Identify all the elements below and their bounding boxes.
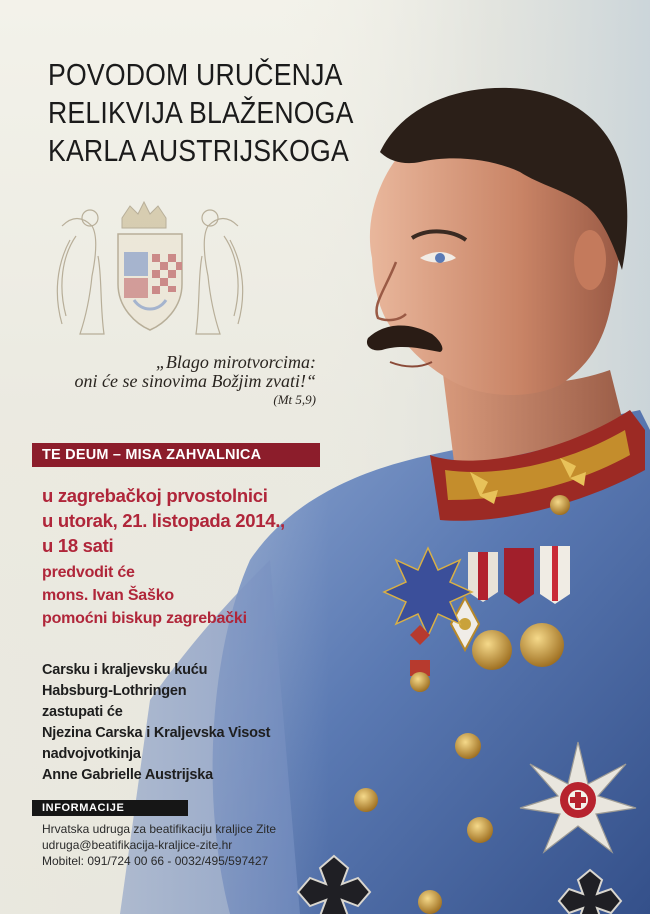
title-line-3: KARLA AUSTRIJSKOGA (48, 133, 349, 168)
info-heading: INFORMACIJE (42, 802, 125, 814)
quote-line-2: oni će se sinovima Božjim zvati!“ (74, 371, 316, 391)
event-banner (32, 443, 320, 467)
house-line-4: Njezina Carska i Kraljevska Visost (42, 725, 271, 741)
info-email: udruga@beatifikacija-kraljice-zite.hr (42, 838, 233, 852)
info-heading-bar (32, 800, 188, 816)
event-date: u utorak, 21. listopada 2014., (42, 510, 285, 531)
quote-line-1: „Blago mirotvorcima: (155, 352, 316, 372)
event-leader-name: mons. Ivan Šaško (42, 587, 174, 604)
info-organization: Hrvatska udruga za beatifikaciju kraljice Zite (42, 822, 277, 836)
house-line-1: Carsku i kraljevsku kuću (42, 662, 208, 678)
crest-icon (52, 196, 248, 338)
event-leader-intro: predvodit će (42, 564, 135, 581)
bible-quote (54, 353, 316, 409)
house-line-5: nadvojvotkinja (42, 746, 141, 762)
poster-title (48, 56, 354, 170)
event-banner-text: TE DEUM – MISA ZAHVALNICA (42, 447, 262, 463)
event-leader-role: pomoćni biskup zagrebački (42, 610, 247, 627)
quote-reference: (Mt 5,9) (273, 392, 316, 407)
event-time: u 18 sati (42, 535, 114, 556)
house-line-6: Anne Gabrielle Austrijska (42, 767, 213, 783)
event-place: u zagrebačkoj prvostolnici (42, 485, 268, 506)
house-line-3: zastupati će (42, 704, 123, 720)
info-phone: Mobitel: 091/724 00 66 - 0032/495/597427 (42, 854, 269, 868)
title-line-1: POVODOM URUČENJA (48, 57, 343, 92)
house-line-2: Habsburg-Lothringen (42, 683, 187, 699)
title-line-2: RELIKVIJA BLAŽENOGA (48, 95, 354, 130)
